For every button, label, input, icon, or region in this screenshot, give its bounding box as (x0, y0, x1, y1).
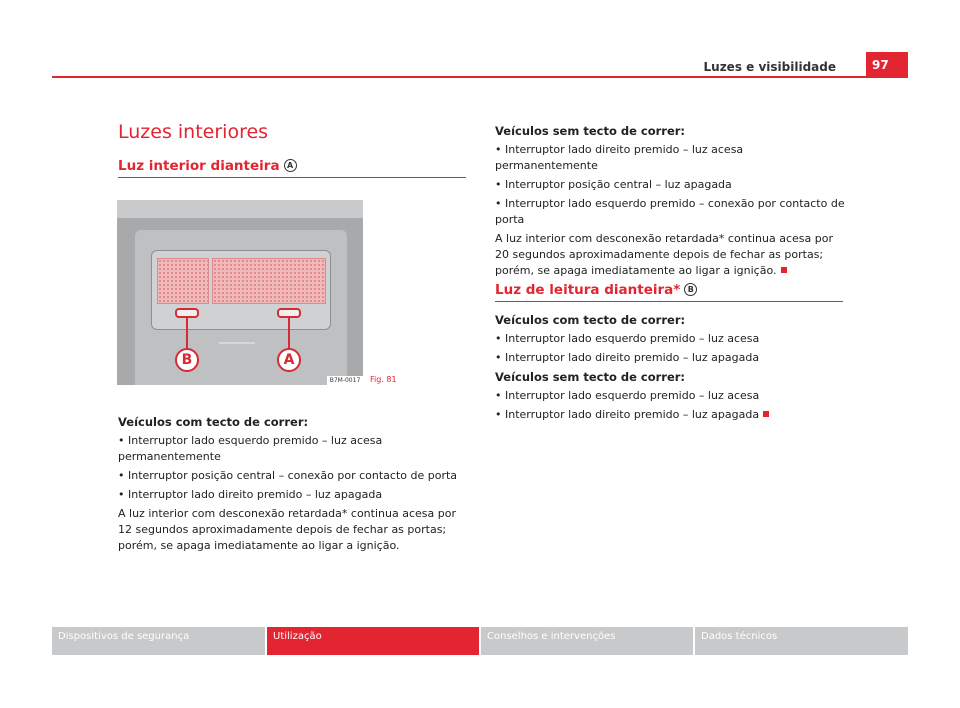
interior-light-figure (117, 200, 363, 385)
list-item-text: • Interruptor lado direito premido – luz apagada (495, 408, 760, 421)
section-heading-reading-light (495, 282, 697, 298)
right-body-1 (495, 123, 845, 279)
list-item: • Interruptor lado direito premido – luz acesa permanentemente (495, 143, 744, 172)
figure-caption: Fig. 81 (370, 375, 397, 384)
end-mark-icon (763, 411, 769, 417)
page-number: 97 (866, 52, 908, 78)
pointer-a (288, 318, 290, 352)
paragraph (495, 231, 845, 279)
section-heading-front-light (118, 158, 297, 174)
footer-tab-usage[interactable]: Utilização (267, 627, 479, 655)
footer-tab-technical[interactable]: Dados técnicos (695, 627, 908, 655)
list-item (495, 407, 845, 423)
list-item: • Interruptor posição central – luz apagada (495, 178, 732, 191)
list-item: • Interruptor lado esquerdo premido – conexão por contacto de porta (495, 197, 845, 226)
roof-trim (117, 200, 363, 218)
list-item: • Interruptor lado direito premido – luz apagada (495, 351, 760, 364)
console-slot (219, 342, 255, 344)
subheading: Veículos sem tecto de correr: (495, 370, 686, 384)
heading-rule (495, 301, 843, 302)
list-item: • Interruptor lado esquerdo premido – luz acesa (495, 332, 760, 345)
right-body-2 (495, 312, 845, 423)
switch-a (277, 308, 301, 318)
paragraph-text: A luz interior com desconexão retardada* continua acesa por 20 segundos aproximadamente depois de fechar as portas; porém, se apaga imediatamente ao ligar a ignição. (495, 232, 833, 277)
footer-tab-advice[interactable]: Conselhos e intervenções (481, 627, 693, 655)
figure-code: B7M-0017 (327, 376, 363, 385)
subheading: Veículos com tecto de correr: (495, 313, 686, 327)
subheading: Veículos sem tecto de correr: (495, 124, 686, 138)
heading-rule (118, 177, 466, 178)
header-section-title: Luzes e visibilidade (703, 60, 836, 74)
heading-text: Luz de leitura dianteira* (495, 282, 681, 298)
badge-a-icon: A (284, 159, 297, 172)
end-mark-icon (781, 267, 787, 273)
pointer-b (186, 318, 188, 352)
paragraph: A luz interior com desconexão retardada* continua acesa por 12 segundos aproximadamente depois de fechar as portas; porém, se apaga imediatamente ao ligar a ignição. (118, 507, 456, 552)
lens-right (212, 258, 326, 304)
lens-left (157, 258, 209, 304)
header-rule (52, 76, 908, 78)
label-a: A (277, 348, 301, 372)
badge-b-icon: B (684, 283, 697, 296)
list-item: • Interruptor posição central – conexão por contacto de porta (118, 469, 458, 482)
switch-b (175, 308, 199, 318)
subheading: Veículos com tecto de correr: (118, 415, 309, 429)
label-b: B (175, 348, 199, 372)
footer-tab-safety[interactable]: Dispositivos de segurança (52, 627, 265, 655)
left-body (118, 414, 472, 554)
list-item: • Interruptor lado esquerdo premido – luz acesa (495, 389, 760, 402)
list-item: • Interruptor lado direito premido – luz apagada (118, 488, 383, 501)
list-item: • Interruptor lado esquerdo premido – luz acesa permanentemente (118, 434, 383, 463)
heading-text: Luz interior dianteira (118, 158, 280, 174)
page-title: Luzes interiores (118, 121, 269, 143)
